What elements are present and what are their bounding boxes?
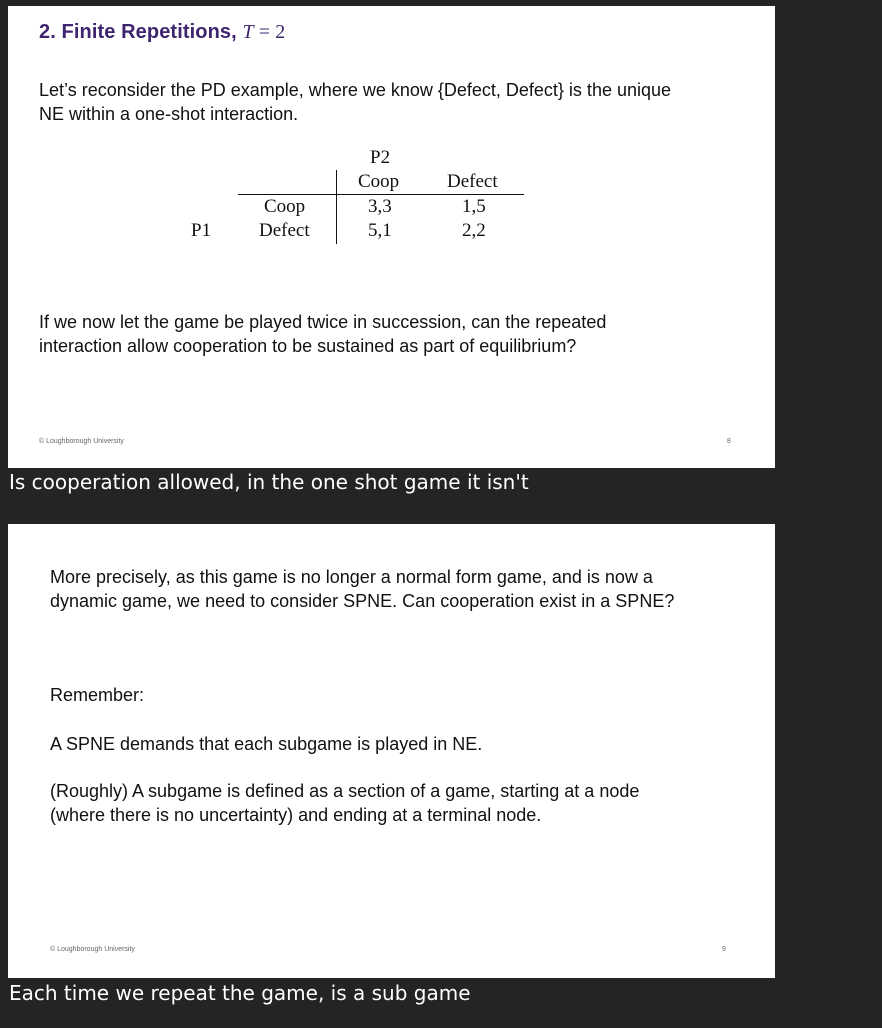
col-header: Coop [358, 171, 400, 192]
table-horizontal-rule [238, 194, 524, 195]
player2-label: P2 [370, 147, 391, 168]
title-equation: = 2 [253, 21, 286, 43]
footer-copyright: © Loughborough University [39, 438, 124, 445]
col-header: Defect [447, 171, 498, 192]
subgame-line: (Roughly) A subgame is defined as a section of a game, starting at a node [50, 781, 640, 801]
row-header: Coop [264, 196, 306, 217]
intro-line: NE within a one-shot interaction. [39, 104, 299, 124]
question-line: If we now let the game be played twice in succession, can the repeated [39, 312, 607, 332]
precision-paragraph [50, 565, 674, 613]
title-text: 2. Finite Repetitions, [39, 21, 243, 43]
question-paragraph [39, 310, 606, 358]
annotation-caption: Is cooperation allowed, in the one shot game it isn't [9, 470, 529, 494]
page-number: 9 [722, 946, 726, 953]
footer-copyright: © Loughborough University [50, 946, 135, 953]
payoff-cell: 5,1 [368, 220, 392, 241]
table-vertical-rule [336, 170, 337, 244]
annotation-caption: Each time we repeat the game, is a sub game [9, 981, 471, 1005]
question-line: interaction allow cooperation to be sustained as part of equilibrium? [39, 336, 577, 356]
payoff-cell: 1,5 [462, 196, 486, 217]
title-variable: T [242, 21, 254, 43]
intro-line: Let’s reconsider the PD example, where we know {Defect, Defect} is the unique [39, 80, 672, 100]
payoff-cell: 3,3 [368, 196, 392, 217]
payoff-cell: 2,2 [462, 220, 486, 241]
slide-8 [8, 6, 775, 468]
slide-9 [8, 524, 775, 978]
subgame-line: (where there is no uncertainty) and ending at a terminal node. [50, 805, 542, 825]
row-header: Defect [259, 220, 310, 241]
spne-definition: A SPNE demands that each subgame is played in NE. [50, 734, 483, 754]
intro-paragraph [39, 78, 671, 126]
remember-label: Remember: [50, 685, 145, 705]
precision-line: More precisely, as this game is no longer a normal form game, and is now a [50, 567, 653, 587]
player1-label: P1 [191, 220, 212, 241]
slide-title [39, 21, 285, 44]
precision-line: dynamic game, we need to consider SPNE. Can cooperation exist in a SPNE? [50, 591, 675, 611]
page-number: 8 [727, 438, 731, 445]
subgame-definition [50, 779, 639, 827]
